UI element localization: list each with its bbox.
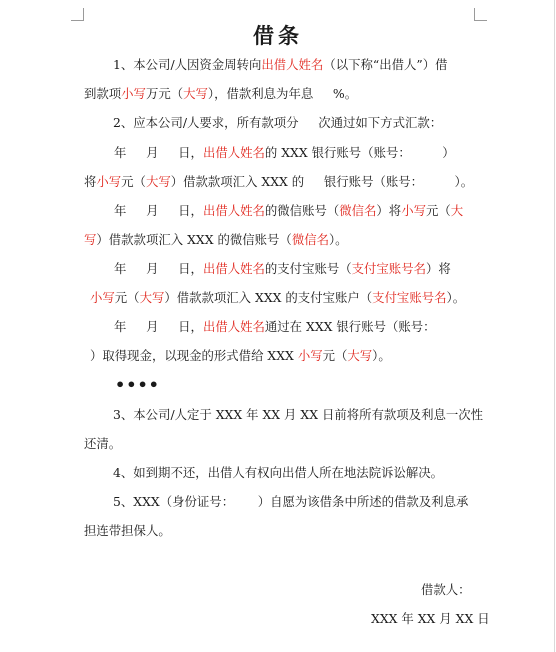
body-text: 元（ bbox=[425, 203, 451, 218]
paragraph-5-line-1 bbox=[113, 494, 468, 510]
paragraph-4 bbox=[113, 465, 443, 481]
paragraph-3-line-2 bbox=[84, 436, 121, 452]
placeholder-field-text: 支付宝账号名 bbox=[351, 261, 426, 276]
bank-transfer-line-2 bbox=[84, 174, 473, 190]
body-text: 将 bbox=[84, 174, 97, 189]
body-text: 的支付宝账号（ bbox=[264, 261, 352, 276]
placeholder-field-text: 大写 bbox=[347, 348, 373, 363]
body-text: 万元（ bbox=[145, 86, 184, 101]
body-text: ），借款利息为年息 %。 bbox=[207, 86, 358, 101]
cash-line-1 bbox=[114, 319, 436, 335]
body-text: 1、本公司/人因资金周转向 bbox=[113, 57, 262, 72]
placeholder-field-text: 出借人姓名 bbox=[202, 319, 265, 334]
bank-transfer-line-1 bbox=[114, 145, 455, 161]
body-text: ）。 bbox=[446, 290, 466, 305]
body-text: 担连带担保人。 bbox=[84, 523, 171, 538]
body-text: （以下称“出借人”）借 bbox=[323, 57, 448, 72]
wechat-transfer-line-1 bbox=[114, 203, 463, 219]
body-text: XXX 年 XX 月 XX 日 bbox=[371, 611, 490, 626]
placeholder-field-text: 大写 bbox=[145, 174, 171, 189]
borrower-signature-label bbox=[421, 582, 471, 598]
placeholder-field-text: 大写 bbox=[139, 290, 165, 305]
paragraph-3-line-1 bbox=[113, 407, 483, 423]
paragraph-5-line-2 bbox=[84, 523, 171, 539]
body-text: 5、XXX（身份证号： ）自愿为该借条中所述的借款及利息承 bbox=[113, 494, 469, 509]
body-text: 年 月 日， bbox=[114, 145, 203, 160]
signature-date bbox=[371, 611, 490, 627]
body-text: 4、如到期不还，出借人有权向出借人所在地法院诉讼解决。 bbox=[113, 465, 444, 480]
body-text: 还清。 bbox=[84, 436, 122, 451]
body-text: ）将 bbox=[376, 203, 402, 218]
body-text: ）。 bbox=[328, 232, 348, 247]
body-text: ）借款款项汇入 XXX 的 银行账号（账号： ）。 bbox=[170, 174, 474, 189]
body-text: 3、本公司/人定于 XXX 年 XX 月 XX 日前将所有款项及利息一次性 bbox=[113, 407, 484, 422]
body-text: 元（ bbox=[121, 174, 146, 189]
paragraph-1-line-2 bbox=[84, 86, 357, 102]
placeholder-field-text: 出借人姓名 bbox=[202, 145, 265, 160]
body-text: ）将 bbox=[425, 261, 451, 276]
placeholder-field-text: 小写 bbox=[96, 174, 122, 189]
placeholder-field-text: 大写 bbox=[183, 86, 208, 101]
cash-line-2 bbox=[90, 348, 391, 364]
placeholder-field-text: 小写 bbox=[297, 348, 323, 363]
body-text: ）借款款项汇入 XXX 的微信账号（ bbox=[96, 232, 292, 247]
paragraph-2-line-1 bbox=[113, 115, 442, 131]
body-text: ）取得现金，以现金的形式借给 XXX bbox=[90, 348, 298, 363]
alipay-transfer-line-2 bbox=[90, 290, 465, 306]
document-title: 借条 bbox=[253, 23, 303, 48]
body-text: 年 月 日， bbox=[114, 319, 203, 334]
placeholder-field-text: 微信名 bbox=[339, 203, 377, 218]
body-text: 年 月 日， bbox=[114, 261, 203, 276]
body-text: 通过在 XXX 银行账号（账号： bbox=[264, 319, 436, 334]
wechat-transfer-line-2 bbox=[84, 232, 348, 248]
placeholder-field-text: 微信名 bbox=[291, 232, 329, 247]
placeholder-field-text: 小写 bbox=[90, 290, 115, 305]
placeholder-field-text: 出借人姓名 bbox=[202, 261, 265, 276]
body-text: 借款人： bbox=[421, 582, 471, 597]
placeholder-field-text: 小写 bbox=[401, 203, 426, 218]
alipay-transfer-line-1 bbox=[114, 261, 451, 277]
paragraph-1-line-1 bbox=[113, 57, 448, 73]
body-text: 的微信账号（ bbox=[264, 203, 340, 218]
body-text: 元（ bbox=[114, 290, 140, 305]
placeholder-field-text: 写 bbox=[84, 232, 97, 247]
body-text: 元（ bbox=[322, 348, 348, 363]
body-text: ）借款款项汇入 XXX 的支付宝账户（ bbox=[164, 290, 373, 305]
placeholder-field-text: 支付宝账号名 bbox=[372, 290, 447, 305]
body-text: 2、应本公司/人要求，所有款项分 次通过如下方式汇款： bbox=[113, 115, 443, 130]
placeholder-field-text: 大 bbox=[450, 203, 464, 218]
ellipsis-dots: •••• bbox=[115, 375, 160, 394]
body-text: 年 月 日， bbox=[114, 203, 203, 218]
placeholder-field-text: 出借人姓名 bbox=[261, 57, 324, 72]
body-text: 的 XXX 银行账号（账号： ） bbox=[264, 145, 455, 160]
placeholder-field-text: 小写 bbox=[121, 86, 146, 101]
body-text: 到款项 bbox=[84, 86, 122, 101]
body-text: ）。 bbox=[372, 348, 391, 363]
placeholder-field-text: 出借人姓名 bbox=[202, 203, 265, 218]
